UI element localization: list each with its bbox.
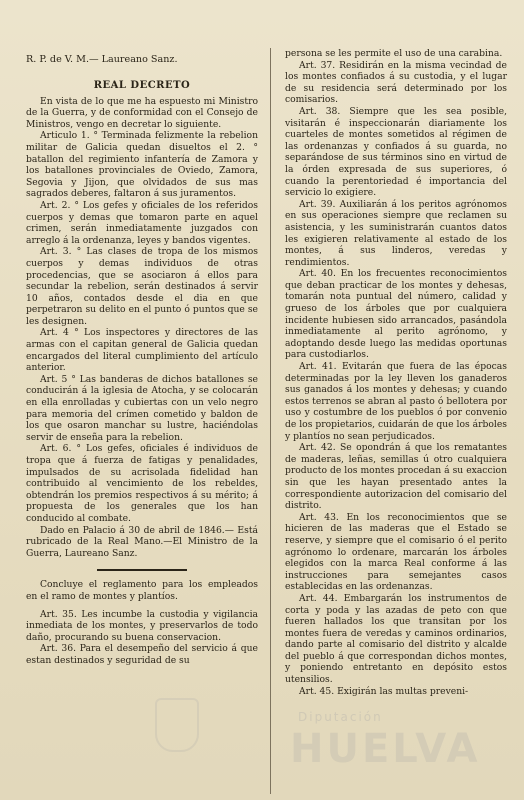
article-37: Art. 37. Residirán en la misma vecindad de los montes confiados á su custodia, y el lugar de su residencia será determinado por los comisarios. bbox=[285, 59, 507, 106]
decree-title: REAL DECRETO bbox=[93, 80, 191, 91]
reglamento-intro: Concluye el reglamento para los empleados en el ramo de montes y plantíos. bbox=[26, 579, 258, 602]
article-36-continuation: persona se les permite el uso de una carabina. bbox=[285, 48, 503, 59]
article-36: Art. 36. Para el desempeño del servicio á que estan destinados y seguridad de su bbox=[26, 643, 258, 666]
watermark-seal-icon bbox=[155, 698, 199, 752]
header-signature: R. P. de V. M.— Laureano Sanz. bbox=[26, 54, 178, 65]
article-42: Art. 42. Se opondrán á que los rematantes de maderas, leñas, semillas ú otro cualquiera producto de los montes procedan á su exaccion sin que les hayan presentado antes la correspondiente autorizacion del comisario del distrito. bbox=[285, 442, 507, 512]
article-5: Art. 5 ° Las banderas de dichos batallones se conducirán á la iglesia de Atocha, y se colocarán en ella enrolladas y cubiertas con un velo negro para memoria del crímen cometido y baldon de los que osaron manchar su lustre, haciéndolas servir de enseña para la rebelion. bbox=[26, 373, 258, 443]
article-41: Art. 41. Evitarán que fuera de las épocas determinadas por la ley lleven los ganaderos sus ganados á los montes y dehesas; y cuando estos terrenos se abran al pasto ó bellotera por uso y costumbre de los pueblos ó por convenio de los propietarios, cuidarán de que los árboles y plantíos no sean perjudicados. bbox=[285, 361, 507, 442]
article-1: Articulo 1. ° Terminada felizmente la rebelion militar de Galicia quedan disueltos el 2. ° batallon del regimiento infantería de Zamora y los batallones provinciales de Oviedo, Zamora, Segovia y Jijon, que olvidados de sus mas sagrados deberes, faltaron á sus juramentos. bbox=[26, 130, 258, 200]
article-2: Art. 2. ° Los gefes y oficiales de los referidos cuerpos y demas que tomaron parte en aquel crimen, serán inmediatamente juzgados con arreglo á la ordenanza, leyes y bandos vigentes. bbox=[26, 199, 258, 246]
article-43: Art. 43. En los reconocimientos que se hicieren de las maderas que el Estado se reserve, y siempre que el comisario ó el perito agrónomo lo ordenare, marcarán los árboles elegidos con la marca Real conforme á las instrucciones para semejantes casos establecidas en las ordenanzas. bbox=[285, 511, 507, 593]
article-38: Art. 38. Siempre que les sea posible, visitarán é inspeccionarán diariamente los cuarteles de montes sometidos al régimen de las ordenanzas y confiados á su guarda, no separándose de sus términos sino en virtud de la órden expresada de sus superiores, ó cuando la perentoriedad é importancia del servicio lo exigiere. bbox=[285, 105, 507, 199]
decree-signature: Dado en Palacio á 30 de abril de 1846.— Está rubricado de la Real Mano.—El Ministro de la Guerra, Laureano Sanz. bbox=[26, 524, 258, 559]
article-6: Art. 6. ° Los gefes, oficiales é individuos de tropa que á fuerza de fatigas y penalidades, impulsados de su acrisolada fidelidad han contribuido al vencimiento de los rebeldes, obtendrán los premios respectivos á su mérito; á propuesta de los generales que los han conducido al combate. bbox=[26, 443, 258, 524]
section-rule bbox=[97, 569, 187, 571]
watermark-top: Diputación bbox=[298, 710, 383, 724]
article-40: Art. 40. En los frecuentes reconocimientos que deban practicar de los montes y dehesas, tomarán nota puntual del número, calidad y grueso de los árboles que por cualquiera incidente hubiesen sido arrancados, pasándola inmediatamente al perito agrónomo, y adoptando desde luego las medidas oportunas para custodiarlos. bbox=[285, 268, 507, 361]
column-divider bbox=[270, 48, 271, 794]
watermark-main: HUELVA bbox=[290, 726, 481, 772]
article-3: Art. 3. ° Las clases de tropa de los mismos cuerpos y demas individuos de otras procedencias, que se asociaron á ellos para secundar la rebelion, serán destinados á servir 10 años, contados desde el dia en que perpetraron su delito en el punto ó puntos que se les designen. bbox=[26, 246, 258, 327]
right-column bbox=[285, 48, 507, 697]
article-45: Art. 45. Exigirán las multas preveni- bbox=[299, 685, 469, 697]
decree-preamble: En vista de lo que me ha espuesto mi Ministro de la Guerra, y de conformidad con el Consejo de Ministros, vengo en decretar lo siguiente. bbox=[26, 95, 258, 130]
article-44: Art. 44. Embargarán los instrumentos de corta y poda y las azadas de peto con que fueren hallados los que transitan por los montes fuera de veredas y caminos ordinarios, dando parte al comisario del distrito y alcalde del pueblo á que correspondan dichos montes, y poniendo entretanto en depósito estos utensilios. bbox=[285, 592, 507, 686]
article-39: Art. 39. Auxiliarán á los peritos agrónomos en sus operaciones siempre que reclamen su asistencia, y les suministrarán cuantos datos les exigieren relativamente al estado de los montes, á sus linderos, veredas y rendimientos. bbox=[285, 198, 507, 268]
article-35: Art. 35. Les incumbe la custodia y vigilancia inmediata de los montes, y preservarlos de todo daño, procurando su buena conservacion. bbox=[26, 608, 258, 643]
article-4: Art. 4 ° Los inspectores y directores de las armas con el capitan general de Galicia quedan encargados del literal cumplimiento del artículo anterior. bbox=[26, 327, 258, 374]
left-column bbox=[26, 52, 258, 667]
